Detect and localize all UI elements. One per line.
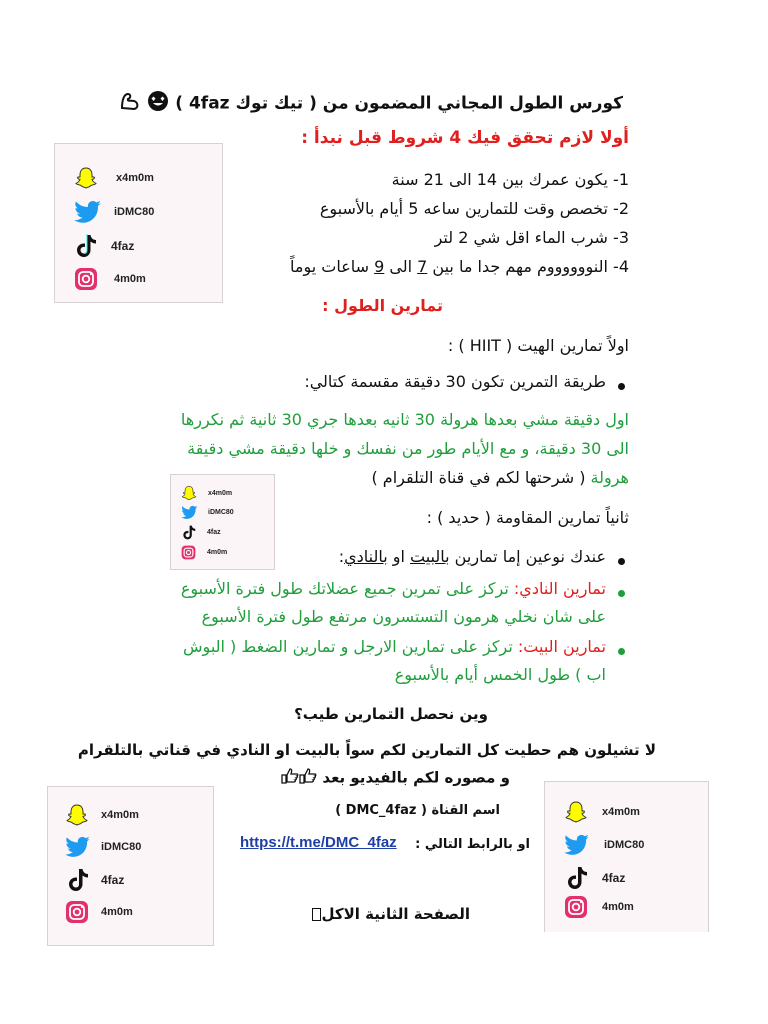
hiit-bullet: طريقة التمرين تكون 30 دقيقة مقسمة كتالي: [304,372,606,391]
twitter-icon [180,505,198,520]
telegram-link[interactable]: https://t.me/DMC_4faz [240,834,397,851]
snapchat-row: x4m0m [564,800,640,824]
social-card [54,143,223,303]
twitter-row: iDMC80 [63,836,141,858]
tiktok-icon [566,866,588,890]
twitter-icon [562,834,590,856]
channel-name: ( DMC_4faz ) [335,803,427,818]
condition-item-1: 1- يكون عمرك بين 14 الى 21 سنة [391,170,629,189]
home-line-2: اب ) طول الخمس أيام بالأسبوع [394,665,606,684]
twitter-icon [72,200,102,224]
instagram-icon [181,545,196,560]
condition-item-2: 2- تخصص وقت للتمارين ساعه 5 أيام بالأسبوع [319,199,629,218]
tiktok-icon [182,525,196,540]
tiktok-icon [75,234,97,258]
bullet-icon [618,648,625,655]
title-text: كورس الطول المجاني المضمون من ( تيك توك 4faz ) [175,93,623,114]
gym-line-1: تمارين النادي: تركز على تمرين جميع عضلاتك طول فترة الأسبوع [180,579,606,598]
page-title [119,90,623,117]
tiktok-icon [67,868,89,892]
exercises-heading: تمارين الطول : [322,296,443,315]
twitter-icon [63,836,91,858]
where-question: وين نحصل التمارين طيب؟ [294,705,488,723]
twitter-row: iDMC80 [562,834,644,856]
instagram-row: 4m0m [74,267,146,291]
bullet-icon [618,383,625,390]
social-card [170,474,275,570]
home-line-1: تمارين البيت: تركز على تمارين الارجل و تمارين الضغط ( البوش [183,637,606,656]
twitter-row: iDMC80 [72,200,154,224]
snapchat-icon [181,485,197,501]
hiit-title: اولاً تمارين الهيت ( HIIT ) : [447,336,629,355]
condition-item-4: 4- النووووووم مهم جدا ما بين 7 الى 9 ساعات يوماً [290,257,629,276]
footer-next-page: الصفحة الثانية الاكل [312,905,470,923]
instagram-row: 4m0m [181,545,227,560]
snapchat-icon [74,166,98,190]
hiit-desc-line-3: هرولة ( شرحتها لكم في قناة التلقرام ) [371,468,629,487]
twitter-row: iDMC80 [180,505,234,520]
thumbs-up-icon [299,768,317,788]
home-option: بالبيت [410,547,450,566]
gym-line-2: على شان نخلي هرمون التستسرون مرتفع طول فترة الأسبوع [201,607,606,626]
tiktok-row: 4faz [566,866,625,890]
instagram-icon [65,900,89,924]
tiktok-row: 4faz [182,525,221,540]
flexed-biceps-icon [119,90,141,117]
snapchat-row: x4m0m [181,485,232,501]
bullet-icon [618,590,625,597]
resist-title: ثانياً تمارين المقاومة ( حديد ) : [426,508,629,527]
sleep-max-hours: 9 [374,257,385,276]
bullet-icon [618,558,625,565]
conditions-heading: أولا لازم تحقق فيك 4 شروط قبل نبدأ : [301,128,629,148]
social-card [544,781,709,932]
snapchat-row: x4m0m [74,166,154,190]
heart-eyes-emoji-icon [147,90,169,117]
hiit-desc-line-1: اول دقيقة مشي بعدها هرولة 30 ثانيه بعدها جري 30 ثانية ثم نكررها [180,410,629,429]
hiit-desc-line-2: الى 30 دقيقة، و مع الأيام طور من نفسك و خلها دقيقة مشي دقيقة [187,439,629,458]
link-label: او بالرابط التالي : [415,837,530,852]
instagram-icon [74,267,98,291]
social-card [47,786,214,946]
resist-bullet: عندك نوعين إما تمارين بالبيت او بالنادي: [338,547,606,566]
where-line-1: لا تشيلون هم حطيت كل التمارين لكم سواً بالبيت او النادي في قناتي بالتلقرام [77,741,656,759]
thumbs-up-icon [281,768,299,788]
snapchat-icon [65,803,89,827]
snapchat-row: x4m0m [65,803,139,827]
snapchat-icon [564,800,588,824]
instagram-row: 4m0m [65,900,133,924]
tiktok-row: 4faz [67,868,124,892]
channel-line: اسم القناة ( DMC_4faz ) [335,803,500,818]
condition-item-3: 3- شرب الماء اقل شي 2 لتر [434,228,629,247]
instagram-icon [564,895,588,919]
where-line-2: و مصوره لكم بالفيديو بعد [281,768,510,788]
sleep-min-hours: 7 [417,257,428,276]
tiktok-row: 4faz [75,234,134,258]
gym-option: بالنادي [344,547,388,566]
instagram-row: 4m0m [564,895,634,919]
